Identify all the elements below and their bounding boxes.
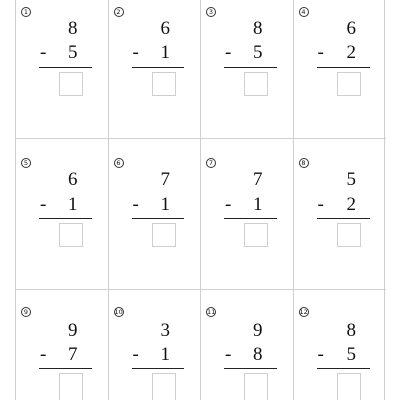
problem-number: 2 <box>114 7 124 17</box>
minuend: 5 <box>346 169 356 190</box>
minus-sign: - <box>132 344 139 365</box>
problem-cell <box>109 290 202 400</box>
subtrahend: 1 <box>68 194 78 215</box>
answer-box[interactable] <box>152 72 176 96</box>
problem-number: 8 <box>299 158 309 168</box>
problem-cell <box>201 290 294 400</box>
problem-number: 5 <box>21 158 31 168</box>
subtrahend: 5 <box>253 42 263 63</box>
minuend: 8 <box>346 320 356 341</box>
minuend: 8 <box>253 18 263 39</box>
problem-cell <box>16 0 109 139</box>
subtrahend: 8 <box>253 344 263 365</box>
answer-line <box>224 368 277 369</box>
minus-sign: - <box>40 344 47 365</box>
subtrahend: 1 <box>160 42 170 63</box>
problem-cell <box>201 0 294 139</box>
problem-number: 1 <box>21 7 31 17</box>
subtrahend: 1 <box>160 194 170 215</box>
answer-line <box>132 218 185 219</box>
problem-cell <box>16 139 109 290</box>
answer-line <box>224 67 277 68</box>
minus-sign: - <box>40 42 47 63</box>
answer-box[interactable] <box>244 223 268 247</box>
problem-cell <box>109 139 202 290</box>
minus-sign: - <box>225 42 232 63</box>
problem-number: 9 <box>21 307 31 317</box>
subtrahend: 5 <box>346 344 356 365</box>
answer-line <box>132 368 185 369</box>
problem-cell <box>294 290 387 400</box>
problem-number: 4 <box>299 7 309 17</box>
subtrahend: 2 <box>346 194 356 215</box>
answer-box[interactable] <box>59 223 83 247</box>
answer-box[interactable] <box>337 373 361 400</box>
answer-box[interactable] <box>59 373 83 400</box>
problem-cell <box>294 0 387 139</box>
problem-cell <box>16 290 109 400</box>
answer-line <box>317 368 371 369</box>
answer-line <box>317 218 371 219</box>
problem-number: 7 <box>206 158 216 168</box>
answer-line <box>39 368 92 369</box>
minus-sign: - <box>40 194 47 215</box>
problem-grid <box>15 0 385 400</box>
minuend: 8 <box>68 18 78 39</box>
subtrahend: 2 <box>346 42 356 63</box>
problem-cell <box>294 139 387 290</box>
answer-box[interactable] <box>244 373 268 400</box>
minus-sign: - <box>132 194 139 215</box>
answer-box[interactable] <box>152 373 176 400</box>
minuend: 6 <box>160 18 170 39</box>
minuend: 6 <box>68 169 78 190</box>
problem-number: 12 <box>299 308 308 316</box>
problem-number: 6 <box>114 158 124 168</box>
problem-number: 11 <box>207 308 216 316</box>
problem-cell <box>201 139 294 290</box>
answer-box[interactable] <box>244 72 268 96</box>
answer-line <box>224 218 277 219</box>
minuend: 7 <box>160 169 170 190</box>
answer-line <box>132 67 185 68</box>
minuend: 3 <box>160 320 170 341</box>
minus-sign: - <box>225 344 232 365</box>
minus-sign: - <box>317 344 324 365</box>
subtrahend: 1 <box>160 344 170 365</box>
answer-line <box>39 218 92 219</box>
subtrahend: 7 <box>68 344 78 365</box>
subtrahend: 5 <box>68 42 78 63</box>
minuend: 6 <box>346 18 356 39</box>
subtrahend: 1 <box>253 194 263 215</box>
problem-number: 3 <box>206 7 216 17</box>
minus-sign: - <box>132 42 139 63</box>
answer-line <box>317 67 371 68</box>
answer-box[interactable] <box>59 72 83 96</box>
answer-box[interactable] <box>337 72 361 96</box>
minuend: 9 <box>68 320 78 341</box>
minus-sign: - <box>225 194 232 215</box>
problem-cell <box>109 0 202 139</box>
minus-sign: - <box>317 194 324 215</box>
minus-sign: - <box>317 42 324 63</box>
answer-line <box>39 67 92 68</box>
answer-box[interactable] <box>152 223 176 247</box>
minuend: 7 <box>253 169 263 190</box>
problem-number: 10 <box>114 308 123 316</box>
minuend: 9 <box>253 320 263 341</box>
answer-box[interactable] <box>337 223 361 247</box>
